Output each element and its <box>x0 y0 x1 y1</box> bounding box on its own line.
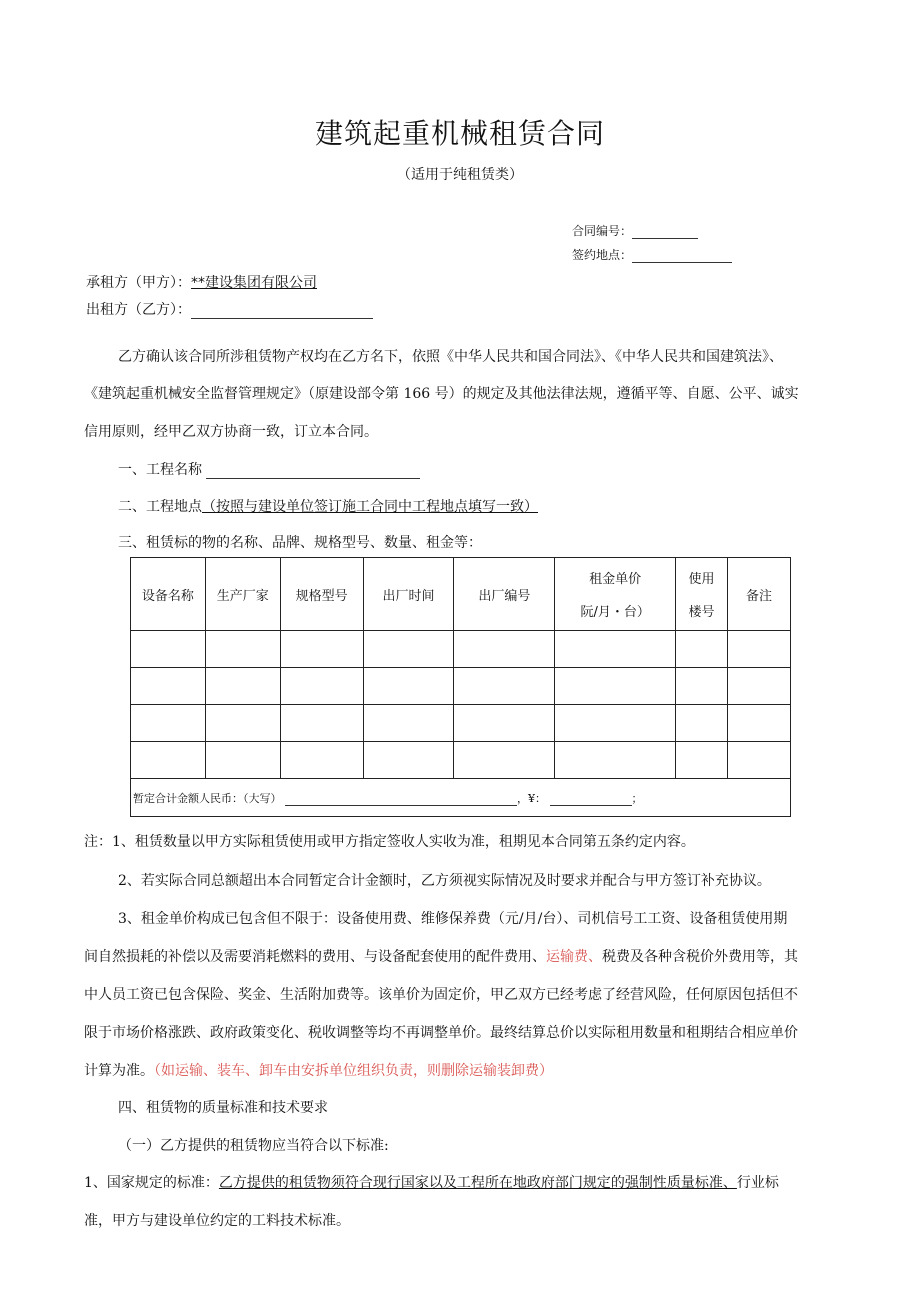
cell[interactable] <box>363 742 454 779</box>
sign-place-field[interactable] <box>632 248 732 263</box>
note-2: 2、若实际合同总额超出本合同暂定合计金额时，乙方须视实际情况及时要求并配合与甲方签订补充协议。 <box>118 873 771 889</box>
cell[interactable] <box>676 742 728 779</box>
cell[interactable] <box>363 705 454 742</box>
cell[interactable] <box>205 705 280 742</box>
cell[interactable] <box>454 668 555 705</box>
party-b-label: 出租方（乙方）： <box>86 302 191 318</box>
floor-header: 楼号 <box>688 605 715 620</box>
cell[interactable] <box>131 631 206 668</box>
section-4-item-1-cont: 准，甲方与建设单位约定的工料技术标准。 <box>84 1213 350 1229</box>
total-yen-label: ，¥： <box>517 791 546 805</box>
table-row <box>131 668 791 705</box>
cell[interactable] <box>363 631 454 668</box>
total-row <box>131 779 791 817</box>
cell[interactable] <box>205 631 280 668</box>
section-1-label: 一、工程名称 <box>118 462 202 478</box>
cell[interactable] <box>454 742 555 779</box>
note-3-line <box>84 946 798 966</box>
party-b <box>86 299 373 319</box>
section-3: 三、租赁标的物的名称、品牌、规格型号、数量、租金等： <box>118 535 482 551</box>
total-amount-field[interactable] <box>550 793 632 806</box>
cell[interactable] <box>280 668 363 705</box>
section-4-item-1 <box>84 1172 779 1192</box>
sign-place-label: 签约地点： <box>572 248 633 262</box>
note-3-line: 中人员工资已包含保险、奖金、生活附加费等。该单价为固定价，甲乙双方已经考虑了经营风险，任何原因包括但不 <box>84 987 798 1003</box>
cell[interactable] <box>454 705 555 742</box>
contract-no-label: 合同编号： <box>572 224 633 238</box>
note-3-line: 限于市场价格涨跌、政府政策变化、税收调整等均不再调整单价。最终结算总价以实际租用数量和租期结合相应单价 <box>84 1025 798 1041</box>
header-cell: 生产厂家 <box>205 558 280 631</box>
cell[interactable] <box>728 742 791 779</box>
total-end: ； <box>631 791 643 805</box>
price-header: 租金单价 <box>589 572 642 587</box>
header-cell: 出厂编号 <box>454 558 555 631</box>
cell[interactable] <box>131 705 206 742</box>
cell[interactable] <box>728 631 791 668</box>
header-cell: 出厂时间 <box>363 558 454 631</box>
transport-fee-highlight: 运输费、 <box>546 949 602 965</box>
cell[interactable] <box>280 705 363 742</box>
party-a <box>86 272 317 292</box>
text: 间自然损耗的补偿以及需要消耗燃料的费用、与设备配套使用的配件费用、 <box>84 949 546 965</box>
cell[interactable] <box>728 705 791 742</box>
text: 乙方提供的租赁物须符合现行国家以及工程所在地政府部门规定的强制性质量标准、 <box>218 1175 737 1191</box>
header-cell: 备注 <box>728 558 791 631</box>
cell[interactable] <box>205 742 280 779</box>
contract-no-field[interactable] <box>632 224 698 239</box>
intro-line: 信用原则，经甲乙双方协商一致，订立本合同。 <box>84 424 378 440</box>
total-label: 暂定合计金额人民币：（大写） <box>133 791 282 805</box>
cell[interactable] <box>280 631 363 668</box>
intro-line: 《建筑起重机械安全监督管理规定》（原建设部令第 166 号）的规定及其他法律法规，遵循平等、自愿、公平、诚实 <box>84 386 799 402</box>
section-2-label: 二、工程地点 <box>118 499 202 515</box>
cell[interactable] <box>676 631 728 668</box>
section-1 <box>118 459 420 479</box>
intro-line: 乙方确认该合同所涉租赁物产权均在乙方名下，依照《中华人民共和国合同法》、《中华人民共和国建筑法》、 <box>118 349 783 365</box>
cell[interactable] <box>131 668 206 705</box>
table-row <box>131 631 791 668</box>
cell[interactable] <box>131 742 206 779</box>
table-header <box>131 558 791 631</box>
contract-no <box>572 222 698 239</box>
header-cell <box>676 558 728 631</box>
header-cell <box>555 558 676 631</box>
cell[interactable] <box>280 742 363 779</box>
cell[interactable] <box>555 742 676 779</box>
note-3-line <box>84 1060 553 1080</box>
contract-subtitle: （适用于纯租赁类） <box>397 167 523 183</box>
section-2-value: （按照与建设单位签订施工合同中工程地点填写一致） <box>202 499 538 515</box>
cell[interactable] <box>728 668 791 705</box>
contract-title: 建筑起重机械租赁合同 <box>314 117 605 150</box>
text: 1、国家规定的标准： <box>84 1175 219 1191</box>
cell[interactable] <box>205 668 280 705</box>
cell[interactable] <box>555 631 676 668</box>
table-row <box>131 705 791 742</box>
cell[interactable] <box>454 631 555 668</box>
text: 税费及各种含税价外费用等，其 <box>602 949 798 965</box>
price-unit: 阮/月・台） <box>580 605 650 620</box>
header-cell: 设备名称 <box>131 558 206 631</box>
note-3-line: 3、租金单价构成已包含但不限于：设备使用费、维修保养费（元/月/台）、司机信号工工资、设备租赁使用期 <box>118 911 788 927</box>
text: 行业标 <box>736 1175 779 1191</box>
cell[interactable] <box>555 668 676 705</box>
text: 计算为准。 <box>84 1063 154 1079</box>
section-2 <box>118 496 538 516</box>
sign-place <box>572 246 732 263</box>
note-1: 注：1、租赁数量以甲方实际租赁使用或甲方指定签收人实收为准，租期见本合同第五条约定内容。 <box>84 834 695 850</box>
use-header: 使用 <box>688 572 715 587</box>
cell[interactable] <box>555 705 676 742</box>
section-4-title: 四、租赁物的质量标准和技术要求 <box>118 1100 328 1116</box>
table-row <box>131 742 791 779</box>
rental-table <box>130 557 791 817</box>
project-name-field[interactable] <box>206 464 420 479</box>
transport-note-highlight: （如运输、装车、卸车由安拆单位组织负责，则删除运输装卸费） <box>154 1063 553 1079</box>
cell[interactable] <box>676 705 728 742</box>
cell[interactable] <box>676 668 728 705</box>
header-cell: 规格型号 <box>280 558 363 631</box>
party-a-value: **建设集团有限公司 <box>191 275 317 291</box>
cell[interactable] <box>363 668 454 705</box>
section-4-sub: （一）乙方提供的租赁物应当符合以下标准: <box>118 1138 389 1154</box>
party-b-field[interactable] <box>191 304 373 319</box>
total-cell <box>131 779 791 817</box>
party-a-label: 承租方（甲方）： <box>86 275 191 291</box>
total-words-field[interactable] <box>285 793 517 806</box>
